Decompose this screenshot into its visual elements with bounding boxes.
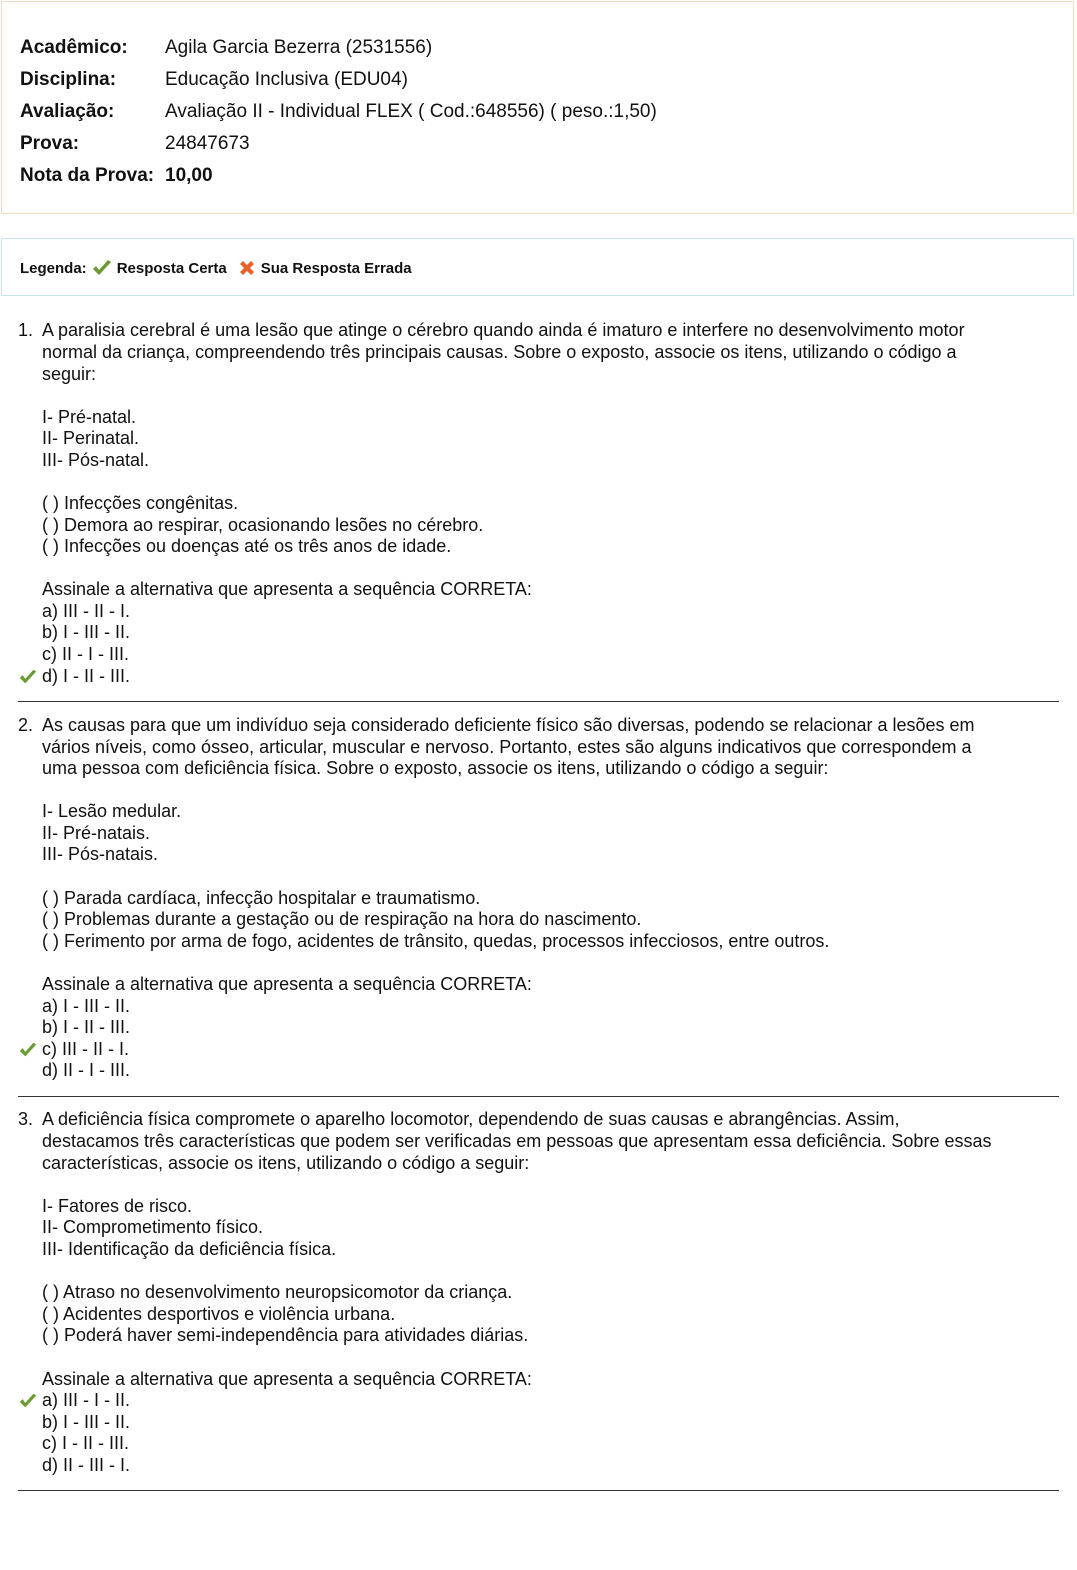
check-icon <box>91 259 113 277</box>
item-line: I- Fatores de risco. <box>42 1196 193 1216</box>
blank-line: ( ) Infecções ou doenças até os três anos de idade. <box>42 536 452 556</box>
item-line: III- Pós-natais. <box>42 844 159 864</box>
item-line: III- Identificação da deficiência física. <box>42 1239 337 1259</box>
correct-check-icon <box>18 1040 38 1060</box>
nota-label: Nota da Prova: <box>20 165 155 186</box>
question-divider <box>18 1096 1059 1097</box>
correct-check-icon <box>18 667 38 687</box>
prova-label: Prova: <box>20 133 80 154</box>
legend <box>20 258 412 278</box>
option-a: a) I - III - II. <box>42 996 131 1016</box>
disciplina-label: Disciplina: <box>20 69 117 90</box>
blank-line: ( ) Atraso no desenvolvimento neuropsicomotor da criança. <box>42 1282 513 1302</box>
option-d: d) II - I - III. <box>42 1060 131 1080</box>
option-c: c) III - II - I. <box>42 1039 129 1059</box>
option-d: d) II - III - I. <box>42 1455 131 1475</box>
option-b: b) I - III - II. <box>42 622 131 642</box>
exam-info-box <box>1 1 1074 214</box>
question-number: 3. <box>18 1109 34 1129</box>
question-text-line: A deficiência física compromete o aparelho locomotor, dependendo de suas causas e abrangências. Assim, <box>42 1109 900 1129</box>
blank-line: ( ) Poderá haver semi-independência para atividades diárias. <box>42 1325 529 1345</box>
disciplina-value: Educação Inclusiva (EDU04) <box>165 69 408 90</box>
avaliacao-label: Avaliação: <box>20 101 115 122</box>
option-b: b) I - III - II. <box>42 1412 131 1432</box>
blank-line: ( ) Demora ao respirar, ocasionando lesões no cérebro. <box>42 515 484 535</box>
academico-label: Acadêmico: <box>20 37 128 58</box>
item-line: II- Comprometimento físico. <box>42 1217 264 1237</box>
option-a: a) III - II - I. <box>42 601 131 621</box>
blank-line: ( ) Parada cardíaca, infecção hospitalar e traumatismo. <box>42 888 481 908</box>
question-text-line: normal da criança, compreendendo três principais causas. Sobre o exposto, associe os itens, utilizando o código a <box>42 342 957 362</box>
cross-icon <box>237 258 257 278</box>
question-text-line: características, associe os itens, utilizando o código a seguir: <box>42 1153 530 1173</box>
question-text-line: uma pessoa com deficiência física. Sobre o exposto, associe os itens, utilizando o código a seguir: <box>42 758 829 778</box>
prompt-line: Assinale a alternativa que apresenta a sequência CORRETA: <box>42 1369 532 1389</box>
legend-label: Legenda: <box>20 259 87 277</box>
question-divider <box>18 701 1059 702</box>
question-text-line: vários níveis, como ósseo, articular, muscular e nervoso. Portanto, estes são alguns indicativos que correspondem a <box>42 737 972 757</box>
legend-wrong-label: Sua Resposta Errada <box>260 259 412 277</box>
nota-value: 10,00 <box>165 165 213 186</box>
question-text-line: A paralisia cerebral é uma lesão que atinge o cérebro quando ainda é imaturo e interfere no desenvolvimento motor <box>42 320 965 340</box>
option-a: a) III - I - II. <box>42 1390 131 1410</box>
prompt-line: Assinale a alternativa que apresenta a sequência CORRETA: <box>42 579 532 599</box>
item-line: II- Perinatal. <box>42 428 140 448</box>
question-divider <box>18 1490 1059 1491</box>
question-text-line: destacamos três características que podem ser verificadas em pessoas que apresentam essa deficiência. Sobre essas <box>42 1131 992 1151</box>
prompt-line: Assinale a alternativa que apresenta a sequência CORRETA: <box>42 974 532 994</box>
prova-value: 24847673 <box>165 133 250 154</box>
option-b: b) I - II - III. <box>42 1017 131 1037</box>
item-line: II- Pré-natais. <box>42 823 151 843</box>
blank-line: ( ) Acidentes desportivos e violência urbana. <box>42 1304 396 1324</box>
item-line: III- Pós-natal. <box>42 450 150 470</box>
question-number: 2. <box>18 715 34 735</box>
blank-line: ( ) Problemas durante a gestação ou de respiração na hora do nascimento. <box>42 909 642 929</box>
option-d: d) I - II - III. <box>42 666 131 686</box>
item-line: I- Lesão medular. <box>42 801 182 821</box>
item-line: I- Pré-natal. <box>42 407 137 427</box>
academico-value: Agila Garcia Bezerra (2531556) <box>165 37 433 58</box>
question-text-line: As causas para que um indivíduo seja considerado deficiente físico são diversas, podendo se relacionar a lesões em <box>42 715 975 735</box>
legend-correct-label: Resposta Certa <box>116 259 227 277</box>
question-text-line: seguir: <box>42 364 97 384</box>
avaliacao-value: Avaliação II - Individual FLEX ( Cod.:648556) ( peso.:1,50) <box>165 101 657 122</box>
blank-line: ( ) Ferimento por arma de fogo, acidentes de trânsito, quedas, processos infecciosos, entre outros. <box>42 931 830 951</box>
correct-check-icon <box>18 1391 38 1411</box>
legend-box <box>1 238 1074 296</box>
option-c: c) I - II - III. <box>42 1433 129 1453</box>
blank-line: ( ) Infecções congênitas. <box>42 493 239 513</box>
question-number: 1. <box>18 320 34 340</box>
option-c: c) II - I - III. <box>42 644 129 664</box>
